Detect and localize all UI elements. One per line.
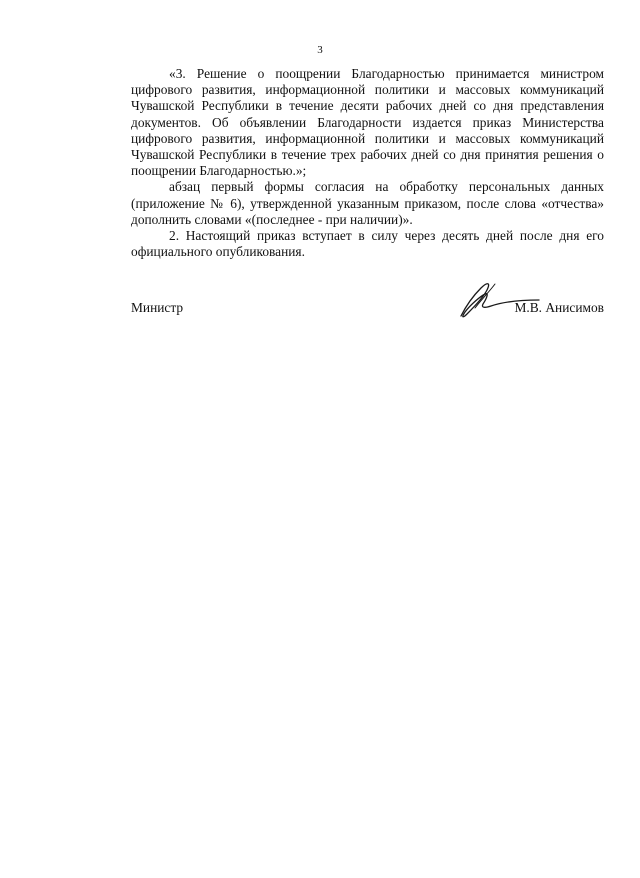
paragraph-award-decision: «3. Решение о поощрении Благодарностью принимается министром цифрового развития, информационной политики и массовых коммуникаций Чувашской Республики в течение десяти рабочих дней со дня представления документов. Об объявлении Благодарности издается приказ Министерства цифрового развития, информационной политики и массовых коммуникаций Чувашской Республики в течение трех рабочих дней со дня принятия решения о поощрении Благодарностью.»;: [131, 66, 604, 179]
signer-name: М.В. Анисимов: [514, 300, 604, 315]
paragraph-entry-into-force: 2. Настоящий приказ вступает в силу через десять дней после дня его официального опубликования.: [131, 228, 604, 260]
paragraph-consent-form: абзац первый формы согласия на обработку персональных данных (приложение № 6), утвержденной указанным приказом, после слова «отчества» дополнить словами «(последнее - при наличии)».: [131, 179, 604, 227]
signer-title: Министр: [131, 300, 184, 315]
signature-block: [131, 298, 604, 328]
document-body: [131, 66, 604, 260]
page-number: 3: [317, 44, 323, 56]
